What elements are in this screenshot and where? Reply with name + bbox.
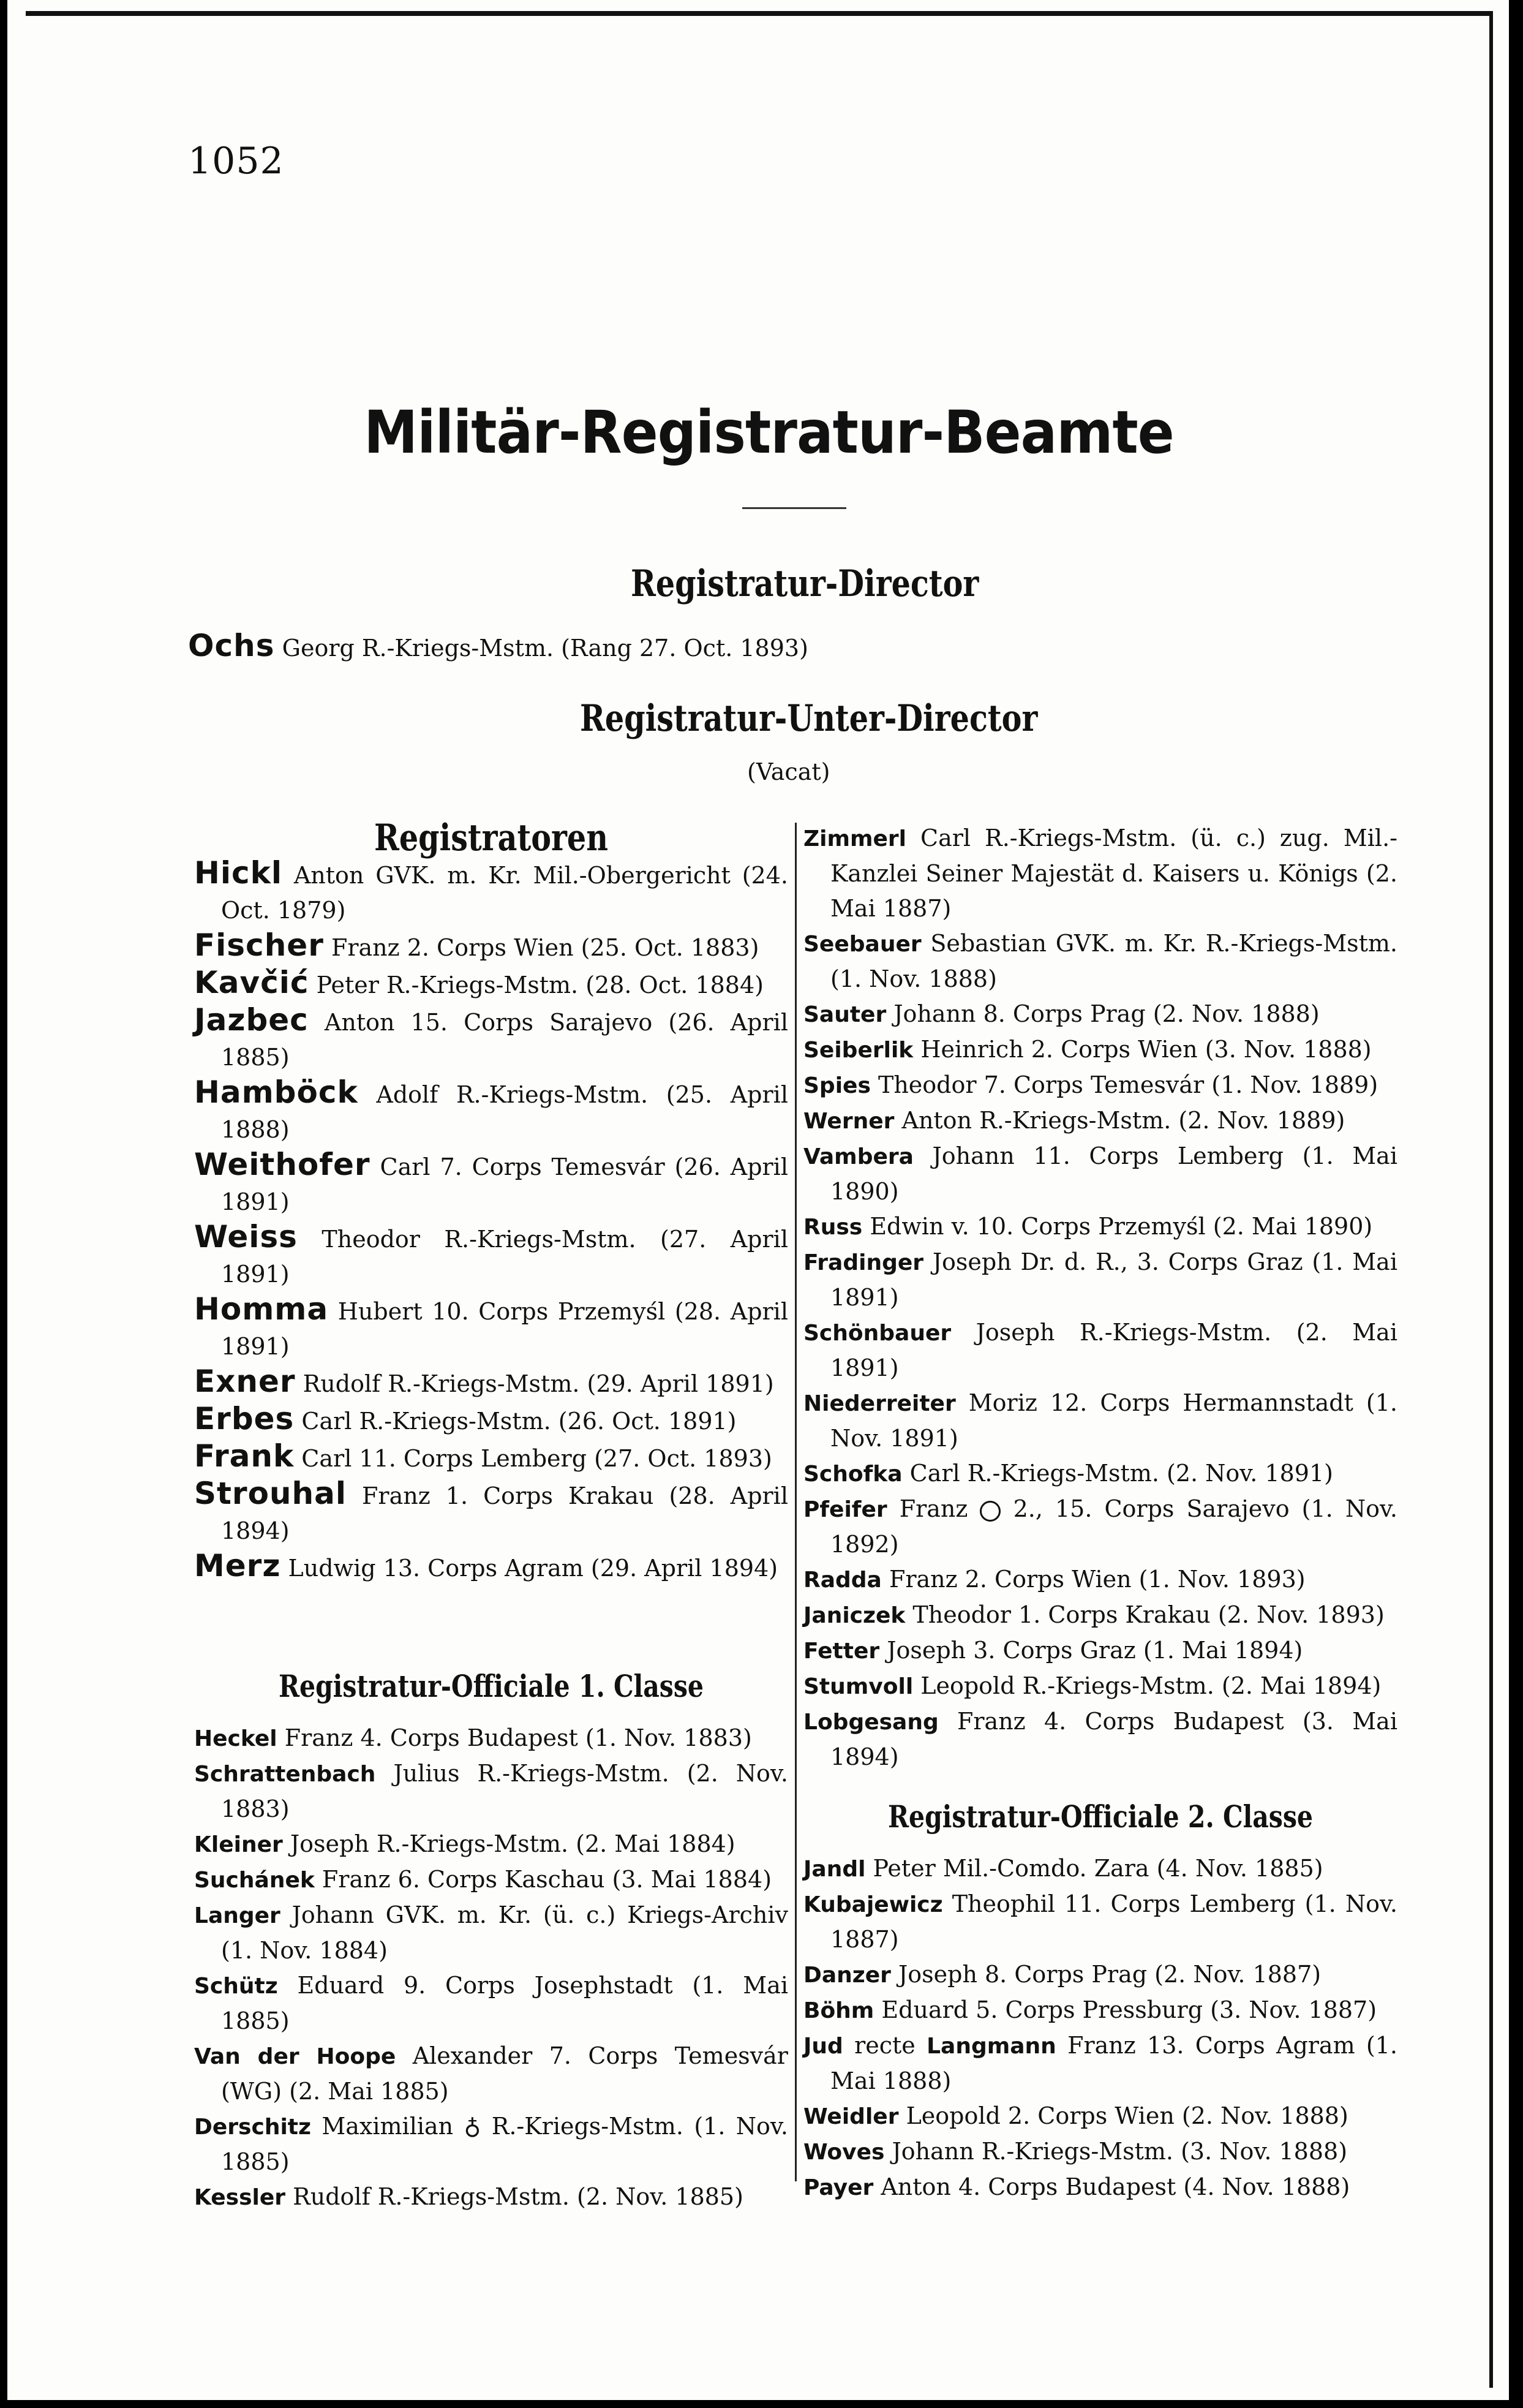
entry-name: Seebauer <box>803 932 922 957</box>
list-item <box>803 997 1397 1032</box>
entry-name: Ochs <box>188 628 275 663</box>
entry-name: Woves <box>803 2140 885 2165</box>
entry-text: Johann 8. Corps Prag (2. Nov. 1888) <box>893 1000 1320 1027</box>
right-column <box>803 821 1397 2205</box>
list-item <box>194 1439 788 1476</box>
entry-text: R.-Kriegs-Mstm. (1. Nov. 1885) <box>221 2113 788 2175</box>
entry-text: Adolf R.-Kriegs-Mstm. (25. April 1888) <box>221 1081 788 1143</box>
entry-name: Weithofer <box>194 1147 370 1182</box>
list-item <box>803 1598 1397 1633</box>
entry-text: Theodor 1. Corps Krakau (2. Nov. 1893) <box>912 1601 1385 1628</box>
entry-text: Theophil 11. Corps Lemberg (1. Nov. 1887) <box>830 1890 1397 1953</box>
list-item <box>803 2028 1397 2099</box>
list-item <box>803 821 1397 926</box>
entry-text: Peter Mil.-Comdo. Zara (4. Nov. 1885) <box>873 1855 1323 1882</box>
entry-text: Franz 13. Corps Agram (1. Mai 1888) <box>830 2032 1397 2094</box>
list-item <box>194 1402 788 1439</box>
entry-name: Böhm <box>803 1998 874 2023</box>
entry-text: Anton R.-Kriegs-Mstm. (2. Nov. 1889) <box>901 1107 1345 1134</box>
entry-text: Moriz 12. Corps Hermannstadt (1. Nov. 1891) <box>830 1389 1397 1452</box>
entry-name: Pfeifer <box>803 1497 887 1522</box>
list-item <box>803 1456 1397 1492</box>
entry-text: Franz 2. Corps Wien (25. Oct. 1883) <box>331 934 759 961</box>
entry-name: Vambera <box>803 1144 914 1169</box>
entry-text: Rudolf R.-Kriegs-Mstm. (2. Nov. 1885) <box>293 2183 743 2210</box>
entry-text: Johann R.-Kriegs-Mstm. (3. Nov. 1888) <box>892 2138 1348 2165</box>
entry-text: Eduard 5. Corps Pressburg (3. Nov. 1887) <box>881 1996 1377 2023</box>
entry-text: Peter R.-Kriegs-Mstm. (28. Oct. 1884) <box>316 972 764 998</box>
entry-text: Theodor 7. Corps Temesvár (1. Nov. 1889) <box>878 1071 1378 1098</box>
left-column <box>194 817 788 2215</box>
entry-text: Anton GVK. m. Kr. Mil.-Obergericht (24. Oct. 1879) <box>221 862 788 924</box>
entry-name: Kavčić <box>194 965 309 1000</box>
list-item <box>194 1364 788 1402</box>
director-heading: Registratur-Director <box>631 562 979 605</box>
entry-name: Van der Hoope <box>194 2044 396 2069</box>
entry-text: Theodor R.-Kriegs-Mstm. (27. April 1891) <box>221 1226 788 1288</box>
entry-text: Heinrich 2. Corps Wien (3. Nov. 1888) <box>920 1036 1372 1063</box>
entry-name: Werner <box>803 1109 895 1134</box>
entry-name: Schrattenbach <box>194 1762 376 1787</box>
list-item <box>194 1827 788 1862</box>
list-item <box>803 1492 1397 1562</box>
list-item <box>194 856 788 928</box>
entry-name: Radda <box>803 1568 882 1593</box>
entry-text: Ludwig 13. Corps Agram (29. April 1894) <box>288 1555 778 1582</box>
entry-name: Derschitz <box>194 2115 311 2140</box>
entry-name: Fetter <box>803 1639 880 1664</box>
entry-name: Schofka <box>803 1462 903 1487</box>
entry-text: Franz 4. Corps Budapest (1. Nov. 1883) <box>284 1724 752 1751</box>
list-item <box>803 2099 1397 2134</box>
entry-name: Spies <box>803 1073 871 1098</box>
entry-text: Joseph 3. Corps Graz (1. Mai 1894) <box>887 1637 1303 1664</box>
list-item <box>194 1721 788 1756</box>
order-circle-icon <box>980 1501 1001 1522</box>
entry-text: Edwin v. 10. Corps Przemyśl (2. Mai 1890) <box>870 1213 1373 1240</box>
list-item <box>803 2134 1397 2170</box>
list-item <box>194 1220 788 1292</box>
vacat-note: (Vacat) <box>747 758 830 785</box>
list-item <box>803 1993 1397 2028</box>
entry-name: Danzer <box>803 1963 891 1988</box>
list-item <box>803 1315 1397 1386</box>
entry-text: Johann GVK. m. Kr. (ü. c.) Kriegs-Archiv (1. Nov. 1884) <box>221 1901 788 1964</box>
page-title: Militär-Registratur-Beamte <box>364 398 1174 467</box>
entry-text: Franz 1. Corps Krakau (28. April 1894) <box>221 1482 788 1544</box>
list-item <box>194 2039 788 2109</box>
entry-text: Eduard 9. Corps Josephstadt (1. Mai 1885) <box>221 1972 788 2034</box>
cross-symbol-icon: ♁ <box>464 2113 481 2140</box>
entry-name: Jazbec <box>194 1002 309 1038</box>
entry-name: Zimmerl <box>803 826 906 851</box>
entry-text: 2., 15. Corps Sarajevo (1. Nov. 1892) <box>830 1495 1397 1558</box>
page-number: 1052 <box>188 140 284 183</box>
list-item <box>803 1209 1397 1245</box>
officiale-1-heading: Registratur-Officiale 1. Classe <box>278 1668 704 1704</box>
list-item <box>194 1968 788 2039</box>
entry-text: Franz 2. Corps Wien (1. Nov. 1893) <box>889 1566 1306 1593</box>
list-item <box>803 926 1397 997</box>
entry-text: Franz 4. Corps Budapest (3. Mai 1894) <box>830 1708 1397 1770</box>
title-rule <box>742 507 846 509</box>
list-item <box>194 2109 788 2180</box>
entry-text: Anton 4. Corps Budapest (4. Nov. 1888) <box>881 2173 1350 2200</box>
list-item <box>803 1669 1397 1704</box>
entry-name: Seiberlik <box>803 1038 914 1063</box>
entry-name: Weiss <box>194 1219 298 1255</box>
entry-text: Rudolf R.-Kriegs-Mstm. (29. April 1891) <box>303 1370 774 1397</box>
list-item <box>803 2170 1397 2205</box>
entry-name: Janiczek <box>803 1603 906 1628</box>
entry-name: Kleiner <box>194 1832 283 1857</box>
entry-name: Frank <box>194 1438 295 1474</box>
entry-name: Merz <box>194 1548 281 1583</box>
entry-name: Suchánek <box>194 1868 315 1893</box>
entry-text: recte <box>854 2032 916 2059</box>
list-item <box>803 1386 1397 1456</box>
entry-text: Johann 11. Corps Lemberg (1. Mai 1890) <box>830 1142 1397 1205</box>
list-item <box>803 1704 1397 1775</box>
list-item <box>803 1068 1397 1103</box>
entry-name: Hamböck <box>194 1074 358 1110</box>
list-item <box>803 1245 1397 1315</box>
entry-name: Kubajewicz <box>803 1892 943 1917</box>
entry-text: Joseph 8. Corps Prag (2. Nov. 1887) <box>898 1961 1322 1988</box>
entry-name: Langmann <box>927 2034 1056 2059</box>
entry-name: Lobgesang <box>803 1710 939 1735</box>
list-item <box>194 2180 788 2215</box>
list-item <box>194 1003 788 1075</box>
list-item <box>194 1549 788 1586</box>
officiale-2-heading: Registratur-Officiale 2. Classe <box>887 1798 1314 1835</box>
entry-text: Joseph R.-Kriegs-Mstm. (2. Mai 1891) <box>830 1319 1397 1381</box>
list-item <box>194 1862 788 1898</box>
entry-name: Jud <box>803 2034 843 2059</box>
list-item <box>803 1633 1397 1669</box>
list-item <box>194 1147 788 1220</box>
entry-name: Schütz <box>194 1974 278 1999</box>
entry-name: Schönbauer <box>803 1321 952 1346</box>
entry-text: Julius R.-Kriegs-Mstm. (2. Nov. 1883) <box>221 1760 788 1822</box>
entry-text: Carl R.-Kriegs-Mstm. (2. Nov. 1891) <box>909 1460 1333 1487</box>
officiale-1-list <box>194 1721 788 2215</box>
list-item <box>194 1075 788 1147</box>
entry-text: Franz 6. Corps Kaschau (3. Mai 1884) <box>322 1866 772 1893</box>
registratoren-heading: Registratoren <box>374 817 609 859</box>
entry-name: Homma <box>194 1291 329 1327</box>
entry-text: Alexander 7. Corps Temesvár (WG) (2. Mai 1885) <box>221 2042 788 2105</box>
entry-name: Niederreiter <box>803 1391 956 1416</box>
entry-text: Joseph Dr. d. R., 3. Corps Graz (1. Mai 1891) <box>830 1248 1397 1311</box>
entry-name: Fischer <box>194 927 324 963</box>
entry-text: Franz <box>899 1495 968 1522</box>
list-item <box>194 1756 788 1827</box>
entry-name: Exner <box>194 1364 296 1399</box>
list-item <box>803 1139 1397 1209</box>
director-entry <box>188 628 808 663</box>
list-item <box>803 1957 1397 1993</box>
entry-text: Leopold R.-Kriegs-Mstm. (2. Mai 1894) <box>920 1672 1382 1699</box>
entry-name: Fradinger <box>803 1250 924 1275</box>
entry-text: Carl R.-Kriegs-Mstm. (26. Oct. 1891) <box>301 1408 737 1435</box>
entry-name: Jandl <box>803 1857 866 1882</box>
registratoren-continued-list <box>803 821 1397 1775</box>
list-item <box>194 928 788 965</box>
list-item <box>803 1887 1397 1957</box>
list-item <box>194 1898 788 1968</box>
officiale-2-list <box>803 1851 1397 2205</box>
entry-text: Carl R.-Kriegs-Mstm. (ü. c.) zug. Mil.-Kanzlei Seiner Majestät d. Kaisers u. Königs (2. Mai 1887) <box>830 825 1397 922</box>
entry-text: Sebastian GVK. m. Kr. R.-Kriegs-Mstm. (1. Nov. 1888) <box>830 930 1397 992</box>
entry-text: Carl 7. Corps Temesvár (26. April 1891) <box>221 1153 788 1215</box>
entry-name: Russ <box>803 1215 863 1240</box>
entry-name: Sauter <box>803 1002 887 1027</box>
list-item <box>803 1562 1397 1598</box>
page <box>7 0 1509 2400</box>
column-divider <box>795 823 797 2181</box>
list-item <box>803 1851 1397 1887</box>
list-item <box>194 1292 788 1364</box>
entry-name: Erbes <box>194 1401 295 1436</box>
entry-name: Langer <box>194 1903 280 1928</box>
entry-text: Hubert 10. Corps Przemyśl (28. April 1891) <box>221 1298 788 1360</box>
entry-name: Stumvoll <box>803 1674 914 1699</box>
entry-name: Kessler <box>194 2185 286 2210</box>
entry-text: Anton 15. Corps Sarajevo (26. April 1885) <box>221 1009 788 1071</box>
entry-name: Weidler <box>803 2104 899 2129</box>
entry-name: Heckel <box>194 1726 277 1751</box>
list-item <box>803 1103 1397 1139</box>
entry-text: Carl 11. Corps Lemberg (27. Oct. 1893) <box>301 1445 772 1472</box>
entry-text: Maximilian <box>322 2113 454 2140</box>
registratoren-list <box>194 856 788 1586</box>
entry-text: Georg R.-Kriegs-Mstm. (Rang 27. Oct. 1893) <box>282 635 808 662</box>
entry-text: Leopold 2. Corps Wien (2. Nov. 1888) <box>906 2102 1348 2129</box>
entry-name: Strouhal <box>194 1476 347 1511</box>
entry-name: Payer <box>803 2175 874 2200</box>
unter-director-heading: Registratur-Unter-Director <box>580 697 1038 740</box>
list-item <box>803 1032 1397 1068</box>
list-item <box>194 965 788 1003</box>
entry-name: Hickl <box>194 855 283 891</box>
list-item <box>194 1476 788 1549</box>
entry-text: Joseph R.-Kriegs-Mstm. (2. Mai 1884) <box>290 1830 735 1857</box>
